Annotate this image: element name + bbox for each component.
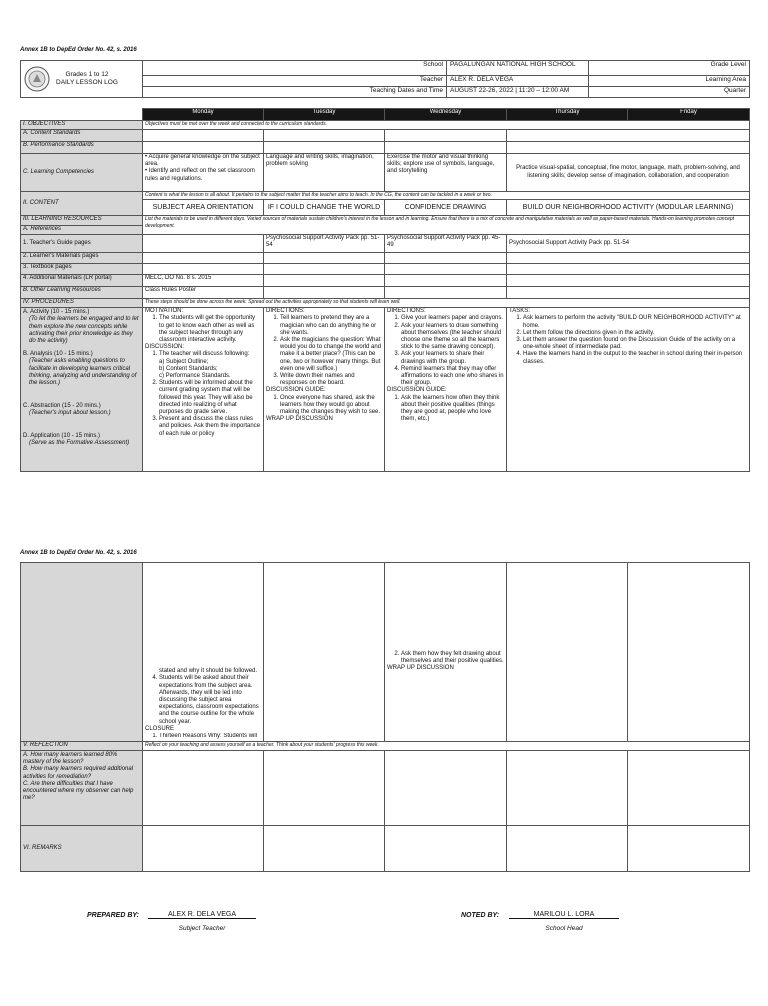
closure-item: 1. Thirteen Reasons Why: Students will (159, 733, 261, 740)
reflection-label: V. REFLECTION (21, 742, 143, 751)
prepared-by-label: PREPARED BY: (87, 912, 139, 919)
tasks-heading: TASKS: (509, 308, 530, 315)
wrap-up-heading: WRAP UP DISCUSSION (387, 665, 454, 672)
reflection-note: Reflect on your teaching and assess yourself as a teacher. Think about your students' progress this week. (143, 742, 750, 751)
day-tuesday: Tuesday (264, 109, 385, 121)
activity-note: (To let the learners be engaged and to let them explore the new concepts while activating their prior knowledge as they do the activity) (29, 316, 139, 345)
remarks-label: VI. REMARKS (21, 826, 143, 872)
dll-title-line2: DAILY LESSON LOG (56, 79, 118, 87)
other-resources-label: B. Other Learning Resources (21, 287, 143, 299)
direction-item: 2. Ask the magicians the question: What would you do to change the world and make it a better place? (This can be one, two or however many things. But even one will suffice.) (280, 337, 382, 373)
content-label: II. CONTENT (21, 192, 143, 216)
motivation-heading: MOTIVATION: (145, 308, 184, 315)
analysis-label: B. Analysis (10 - 15 mins.) (23, 351, 93, 358)
reflection-questions (21, 751, 143, 826)
content-note: Content is what the lesson is all about. It pertains to the subject matter that the teacher aims to teach. In the CG, the content can be tackled in a week or two. (143, 192, 750, 200)
discussion-guide-heading: DISCUSSION GUIDE: (387, 387, 447, 394)
competency-wednesday: Exercise the motor and visual thinking skills; explore use of symbols, language, and storytelling (385, 154, 507, 192)
monday-cont-text: stated and why it should be followed. (159, 668, 258, 675)
discussion-guide-heading: DISCUSSION GUIDE: (266, 387, 326, 394)
resources-label: III. LEARNING RESOURCES (21, 216, 143, 226)
procedure-wednesday-cont (385, 563, 507, 742)
competency-monday: • Acquire general knowledge on the subject area. • Identify and reflect on the set classroom rules and regulations. (143, 154, 264, 192)
closure-heading: CLOSURE (145, 725, 175, 732)
wednesday-item-2: 2. Ask them how they felt drawing about themselves and their positive qualities. (401, 651, 504, 665)
wrap-up-heading: WRAP UP DISCUSSION (266, 416, 333, 423)
objectives-note: Objectives must be met over the week and connected to the curriculum standards. (143, 121, 750, 130)
teacher-value: ALEX R. DELA VEGA (447, 76, 589, 87)
procedure-monday-cont (143, 563, 264, 742)
directions-heading: DIRECTIONS: (387, 308, 426, 315)
performance-standards-label: B. Performance Standards (21, 142, 143, 154)
dll-title-line1: Grades 1 to 12 (65, 71, 109, 79)
annex-title-page2: Annex 1B to DepEd Order No. 42, s. 2016 (20, 550, 137, 556)
direction-item: 3. Ask your learners to share their drawings with the group. (401, 351, 504, 365)
dates-value: AUGUST 22-26, 2022 | 11:20 – 12:00 AM (447, 87, 589, 98)
quarter-label: Quarter (589, 87, 750, 98)
noted-by-role: School Head (545, 925, 583, 932)
noted-by-label: NOTED BY: (461, 912, 500, 919)
references-label: A. References (21, 226, 143, 235)
competency-monday-1: Acquire general knowledge on the subject area. (145, 154, 260, 168)
monday-item-4: 4. Students will be asked about their expectations from the subject area. Afterwards, they will be led into discussing the subject area expectations, classroom expectations and the course outline for the whole school year. (159, 675, 261, 725)
content-monday: SUBJECT AREA ORIENTATION (143, 200, 264, 216)
annex-title: Annex 1B to DepEd Order No. 42, s. 2016 (20, 47, 137, 53)
discussion-item-3: 3. Present and discuss the class rules and policies. Ask them the importance of each rule or policy (159, 416, 261, 438)
analysis-note: (Teacher asks enabling questions to facilitate in developing learners critical thinking, analyzing and understanding of the lesson.) (29, 358, 137, 387)
procedure-thursday (507, 308, 750, 472)
direction-item: 1. Tell learners to pretend they are a magician who can do anything he or she wants. (280, 315, 382, 337)
tg-wednesday: Psychosocial Support Activity Pack pp. 45-49 (385, 235, 507, 253)
dates-label: Teaching Dates and Time (143, 87, 447, 98)
prepared-by-role: Subject Teacher (178, 925, 226, 932)
discussion-item-1: 1. The teacher will discuss following: a) Subject Outline; b) Content Standards; c) Performance Standards. (159, 351, 261, 380)
day-monday: Monday (143, 109, 264, 121)
application-label: D. Application (10 - 15 mins.) (23, 433, 101, 440)
lesson-table-page2 (20, 562, 750, 872)
abstraction-label: C. Abstraction (15 - 20 mins.) (23, 403, 101, 410)
day-friday: Friday (628, 109, 750, 121)
logo-cell (21, 61, 143, 98)
procedure-wednesday (385, 308, 507, 472)
grade-label: Grade Level (589, 61, 750, 76)
content-thursday: BUILD OUR NEIGHBORHOOD ACTIVITY (MODULAR LEARNING) (507, 200, 750, 216)
procedure-steps (21, 308, 143, 472)
directions-heading: DIRECTIONS: (266, 308, 305, 315)
school-label: School (143, 61, 447, 76)
direction-item: 2. Ask your learners to draw something about themselves (the teacher should choose one theme so all the learners stick to the same drawing concept). (401, 323, 504, 352)
objectives-label: I. OBJECTIVES (21, 121, 143, 130)
reflection-question-b: B. How many learners required additional activities for remediation? (23, 766, 134, 780)
procedures-label: IV. PROCEDURES (21, 299, 143, 308)
motivation-item: 1. The students will get the opportunity to get to know each other as well as the subject teacher through any classroom interactive activity. (159, 315, 261, 344)
deped-seal-icon (24, 66, 50, 92)
day-wednesday: Wednesday (385, 109, 507, 121)
tg-thursday: Psychosocial Support Activity Pack pp. 51-54 (507, 235, 750, 253)
competencies-label: C. Learning Competencies (21, 154, 143, 192)
competency-thursday: Practice visual-spatial, conceptual, fine motor, language, math, problem-solving, and listening skills; develop sense of imagination, collaboration, and cooperation (507, 154, 750, 192)
textbook-label: 3. Textbook pages (21, 264, 143, 275)
noted-by-name: MARILOU L. LORA (509, 911, 619, 919)
other-monday: Class Rules Poster (143, 287, 264, 299)
direction-item: 1. Give your learners paper and crayons. (401, 315, 504, 322)
discussion-heading: DISCUSSION: (145, 344, 185, 351)
content-tuesday: IF I COULD CHANGE THE WORLD (264, 200, 385, 216)
task-item: 4. Have the learners hand in the output to the teacher in school during their in-person classes. (523, 351, 747, 365)
header-table (20, 60, 750, 98)
guide-item: 1. Once everyone has shared, ask the learners how they would go about making the changes they wish to see. (280, 395, 382, 417)
teacher-label: Teacher (143, 76, 447, 87)
content-standards-label: A. Content Standards (21, 130, 143, 142)
guide-item: 1. Ask the learners how often they think about their positive qualities (things they are good at, people who love them, etc.) (401, 395, 504, 424)
days-header-row (21, 109, 750, 121)
competency-tuesday: Language and writing skills, imagination, problem solving (264, 154, 385, 192)
resources-note: List the materials to be used in different days. Varied sources of materials sustain children's interest in the lesson and in learning. Ensure that there is a mix of concrete and manipulative materials as well as paper-based materials. Hands-on learning promotes concept development. (143, 216, 750, 235)
task-item: 3. Let them answer the question found on the Discussion Guide of the activity on a one-whole sheet of intermediate pad. (523, 337, 747, 351)
content-wednesday: CONFIDENCE DRAWING (385, 200, 507, 216)
direction-item: 4. Remind learners that they may offer affirmations to each one who shares in their group. (401, 366, 504, 388)
reflection-question-c: C. Are there difficulties that I have encountered where my observer can help me? (23, 780, 134, 802)
school-value: PAGALUNGAN NATIONAL HIGH SCHOOL (447, 61, 589, 76)
area-label: Learning Area (589, 76, 750, 87)
learners-materials-label: 2. Learner's Materials pages (21, 253, 143, 264)
prepared-by-name: ALEX R. DELA VEGA (148, 911, 256, 919)
abstraction-note: (Teacher's input about lesson.) (29, 410, 111, 417)
teachers-guide-label: 1. Teacher's Guide pages (21, 235, 143, 253)
task-item: 2. Let them follow the directions given in the activity. (523, 330, 747, 337)
discussion-item-2: 2. Students will be informed about the current grading system that will be followed this year. They will also be directed into realizing of what purposes do grade serve. (159, 380, 261, 416)
direction-item: 3. Write down their names and responses on the board. (280, 373, 382, 387)
competency-monday-2: Identify and reflect on the set classroom rules and regulations. (145, 168, 255, 182)
day-thursday: Thursday (507, 109, 628, 121)
task-item: 1. Ask learners to perform the activity "BUILD OUR NEIGHBORHOOD ACTIVITY" at home. (523, 315, 747, 329)
procedure-tuesday (264, 308, 385, 472)
lesson-table (20, 108, 750, 472)
application-note: (Serve as the Formative Assessment) (29, 440, 130, 447)
procedure-monday (143, 308, 264, 472)
tg-tuesday: Psychosocial Support Activity Pack pp. 51-54 (264, 235, 385, 253)
lr-monday: MELC, DO No. 8 s. 2015 (143, 275, 264, 287)
additional-materials-label: 4. Additional Materials (LR portal) (21, 275, 143, 287)
procedures-note: These steps should be done across the week. Spread out the activities appropriately so that students will learn well. (143, 299, 750, 308)
reflection-question-a: A. How many learners learned 80% mastery of the lesson? (23, 752, 118, 766)
activity-label: A. Activity (10 - 15 mins.) (23, 309, 90, 316)
